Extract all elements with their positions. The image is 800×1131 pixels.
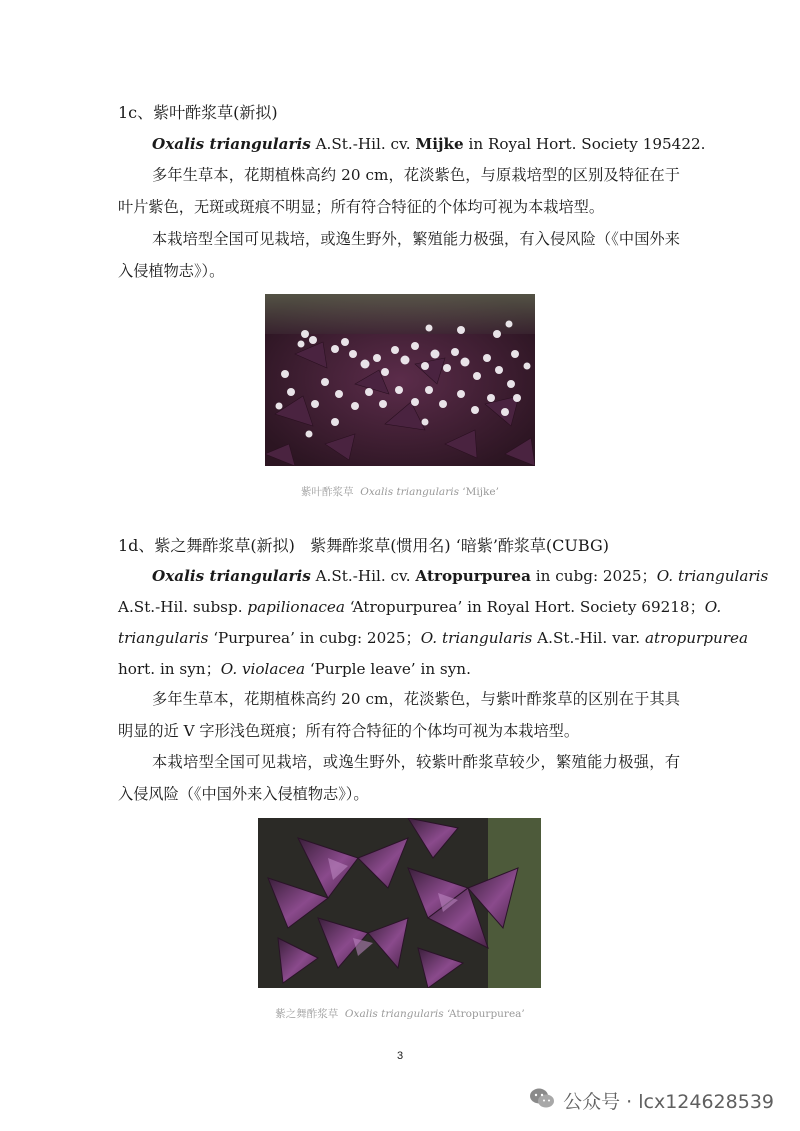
section-heading-1d: 1d、紫之舞酢浆草(新拟) 紫舞酢浆草(惯用名) ‘暗紫’酢浆草(CUBG)	[118, 536, 609, 555]
section-heading-1d-alt: 紫舞酢浆草(惯用名) ‘暗紫’酢浆草(CUBG)	[310, 536, 609, 555]
citation-species: Oxalis triangularis	[152, 135, 311, 153]
watermark-text: 公众号 · lcx124628539	[563, 1091, 774, 1113]
citation-1d-line4: hort. in syn；O. violacea ‘Purple leave’ in syn.	[118, 660, 471, 678]
section-heading-1c: 1c、紫叶酢浆草(新拟)	[118, 103, 278, 122]
citation-1c: Oxalis triangularis A.St.-Hil. cv. Mijke in Royal Hort. Society 195422.	[152, 135, 706, 153]
description-1d: 多年生草本，花期植株高约 20 cm，花淡紫色，与紫叶酢浆草的区别在于其具明显的近 V 字形浅色斑痕；所有符合特征的个体均可视为本栽培型。	[118, 690, 680, 740]
photo-caption-mijke: 紫叶酢浆草 Oxalis triangularis ‘Mijke’	[301, 486, 499, 498]
watermark	[529, 1087, 774, 1114]
distribution-1d: 本栽培型全国可见栽培，或逸生野外，较紫叶酢浆草较少，繁殖能力极强，有入侵风险（《中国外来入侵植物志》）。	[118, 753, 680, 803]
citation-1d-line2: A.St.-Hil. subsp. papilionacea ‘Atropurpurea’ in Royal Hort. Society 69218； O.	[118, 598, 722, 616]
oxalis-atropurpurea-image	[258, 818, 541, 988]
oxalis-mijke-image	[265, 294, 535, 466]
page-number: 3	[396, 1050, 404, 1062]
citation-1d-line1: Oxalis triangularis A.St.-Hil. cv. Atropurpurea in cubg: 2025；O. triangularis	[152, 567, 769, 585]
photo-atropurpurea	[258, 818, 541, 988]
wechat-icon	[529, 1087, 555, 1114]
citation-1d-line3: triangularis ‘Purpurea’ in cubg: 2025； O. triangularis A.St.-Hil. var. atropurpurea	[118, 629, 749, 647]
photo-mijke	[265, 294, 535, 466]
cultivar-name: Mijke	[415, 135, 464, 153]
description-1c: 多年生草本，花期植株高约 20 cm，花淡紫色，与原栽培型的区别及特征在于叶片紫色，无斑或斑痕不明显；所有符合特征的个体均可视为本栽培型。	[118, 166, 680, 216]
photo-caption-atropurpurea: 紫之舞酢浆草 Oxalis triangularis ‘Atropurpurea’	[275, 1008, 525, 1020]
distribution-1c: 本栽培型全国可见栽培，或逸生野外，繁殖能力极强，有入侵风险（《中国外来入侵植物志》）。	[118, 230, 680, 280]
